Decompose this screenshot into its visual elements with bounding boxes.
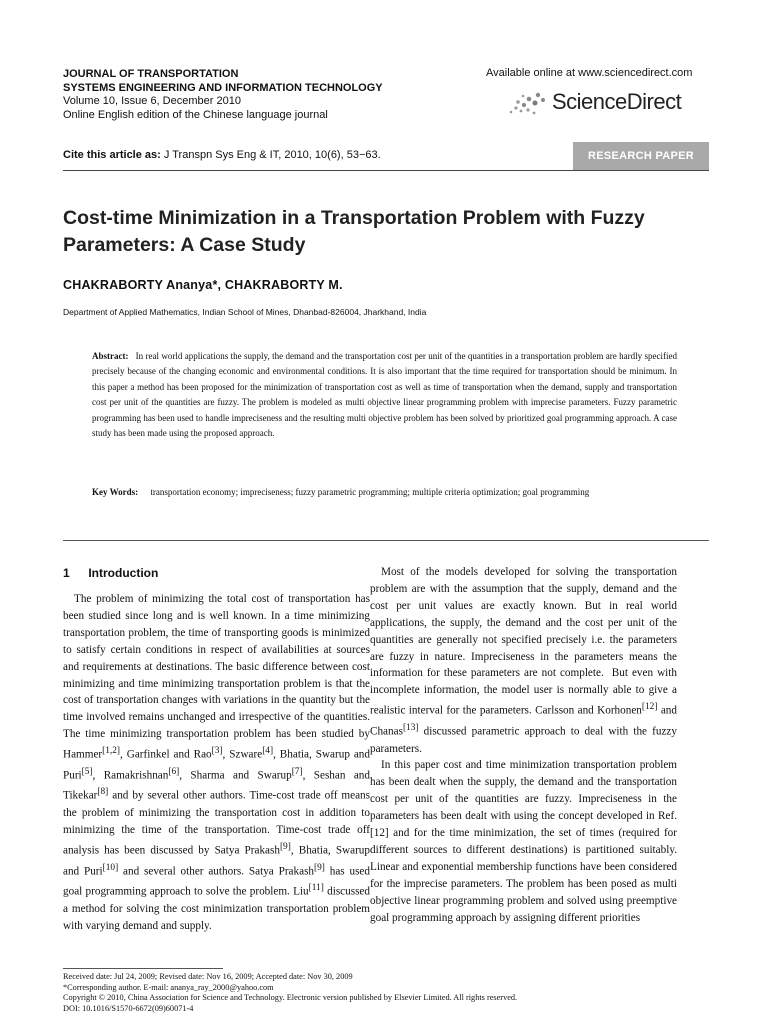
citation-ref: [11] <box>308 883 324 894</box>
keywords-label: Key Words: <box>92 487 139 497</box>
footnote-corresponding: *Corresponding author. E-mail: ananya_ray_2000@yahoo.com <box>63 982 274 992</box>
citation-label: Cite this article as: <box>63 149 161 161</box>
paper-authors: CHAKRABORTY Ananya*, CHAKRABORTY M. <box>63 278 343 292</box>
author-affiliation: Department of Applied Mathematics, Indian School of Mines, Dhanbad-826004, Jharkhand, India <box>63 307 427 317</box>
keywords <box>92 485 677 500</box>
abstract <box>92 349 677 441</box>
citation-text: J Transpn Sys Eng & IT, 2010, 10(6), 53−63. <box>163 149 381 161</box>
citation-ref: [13] <box>402 722 419 733</box>
citation-ref: [3] <box>211 746 223 757</box>
citation-ref: [12] <box>641 702 658 713</box>
journal-volume: Volume 10, Issue 6, December 2010 <box>63 95 241 107</box>
citation-ref: [6] <box>168 766 180 777</box>
journal-name-line2: SYSTEMS ENGINEERING AND INFORMATION TECHNOLOGY <box>63 81 383 94</box>
journal-header <box>63 68 463 122</box>
citation-ref: [5] <box>81 766 93 777</box>
journal-edition: Online English edition of the Chinese language journal <box>63 108 328 121</box>
citation-ref: [10] <box>102 862 119 873</box>
footnote-doi: DOI: 10.1016/S1570-6672(09)60071-4 <box>63 1003 194 1013</box>
abstract-text: In real world applications the supply, the demand and the transportation cost per unit of the quantities in a transportation problem are hardly specified precisely because of the changing economic and environmental conditions. It is also important that the time required for transportation should be minimum. In this paper a method has been proposed for the minimization of transportation cost as well as time of transportation when the demand, supply and transportation cost per unit of the quantities are fuzzy. The problem is modeled as multi objective linear programming problem with imprecise parameters. Fuzzy parametric programming has been used to handle impreciseness and the resulting multi objective problem has been solved by prioritized goal programming approach. A case study has been made using the proposed approach. <box>92 351 677 439</box>
paper-title: Cost-time Minimization in a Transportation Problem with Fuzzy Parameters: A Case Study <box>63 207 645 256</box>
citation-ref: [9] <box>314 862 325 873</box>
footnotes <box>63 972 709 1014</box>
citation-ref: [7] <box>291 766 303 777</box>
citation-ref: [4] <box>262 746 274 757</box>
sciencedirect-block <box>486 67 708 117</box>
citation-ref: [8] <box>97 787 109 798</box>
keywords-text: transportation economy; impreciseness; fuzzy parametric programming; multiple criteria optimization; goal programming <box>150 487 590 497</box>
header-divider <box>63 170 709 171</box>
citation-ref: [9] <box>279 841 291 852</box>
section-title: Introduction <box>88 566 159 580</box>
abstract-divider <box>63 540 709 541</box>
research-paper-badge: RESEARCH PAPER <box>573 142 709 170</box>
paragraph: In this paper cost and time minimization transportation problem has been dealt when the supply, the demand and the transportation cost per unit of the quantities are fuzzy. Impreciseness in the parameters has been dealt with using the concept developed in Ref. [12] and for the time minimization, the set of times (required for different sources to different destinations) is partitioned suitably. Linear and exponential membership functions have been considered for the imprecise parameters. The problem has been posed as multi objective linear programming problem and solved using preemptive goal programming approach by assigning different priorities <box>370 759 677 924</box>
abstract-label: Abstract: <box>92 351 129 361</box>
citation-ref: [1,2] <box>102 746 121 757</box>
paragraph: Most of the models developed for solving the transportation problem are with the assumption that the supply, demand and the cost per unit values are exactly known. But in real world applications, the supply, the demand and the cost per unit of the quantities are generally not specified precisely i.e. the parameters are fuzzy in nature. Impreciseness in the parameters means the information for these parameters are not complete. But even with incomplete information, the model user is normally able to give a realistic interval for the parameters. Carlsson and Korhonen[12] and Chanas[13] discussed parametric approach to deal with the fuzzy parameters. <box>370 566 677 755</box>
body-column-left <box>63 591 370 935</box>
footnote-divider <box>63 968 223 969</box>
sciencedirect-wordmark: ScienceDirect <box>552 89 682 114</box>
sciencedirect-dots-icon <box>508 91 548 117</box>
sciencedirect-logo <box>486 83 708 117</box>
journal-name-line1: JOURNAL OF TRANSPORTATION <box>63 68 239 80</box>
paragraph: The problem of minimizing the total cost of transportation has been studied since long and is well known. In a time minimizing transportation problem, the time of transporting goods is minimized to satisfy certain conditions in respect of availabilities at sources and requirements at destinations. The basic difference between cost minimizing and time minimizing transportation problem is that the cost of transportation changes with variations in the quantity but the time involved remains unchanged and irrespective of the quantities. The time minimizing transportation problem has been studied by Hammer[1,2], Garfinkel and Rao[3], Szware[4], Bhatia, Swarup and Puri[5], Ramakrishnan[6], Sharma and Swarup[7], Seshan and Tikekar[8] and by several other authors. Time-cost trade off means the problem of minimizing the transportation cost in addition to minimizing the time of the transportation. Time-cost trade off analysis has been discussed by Satya Prakash[9], Bhatia, Swarup and Puri[10] and several other authors. Satya Prakash[9] has used goal programming approach to solve the problem. Liu[11] discussed a method for solving the cost minimization transportation problem with varying demand and supply. <box>63 593 370 932</box>
body-column-right <box>370 564 677 927</box>
citation-line <box>63 149 381 161</box>
footnote-copyright: Copyright © 2010, China Association for Science and Technology. Electronic version published by Elsevier Limited. All rights reserved. <box>63 993 518 1003</box>
footnote-dates: Received date: Jul 24, 2009; Revised date: Nov 16, 2009; Accepted date: Nov 30, 2009 <box>63 972 353 981</box>
section-number: 1 <box>63 566 70 580</box>
section-heading <box>63 566 158 580</box>
available-online-text: Available online at www.sciencedirect.com <box>486 67 693 79</box>
